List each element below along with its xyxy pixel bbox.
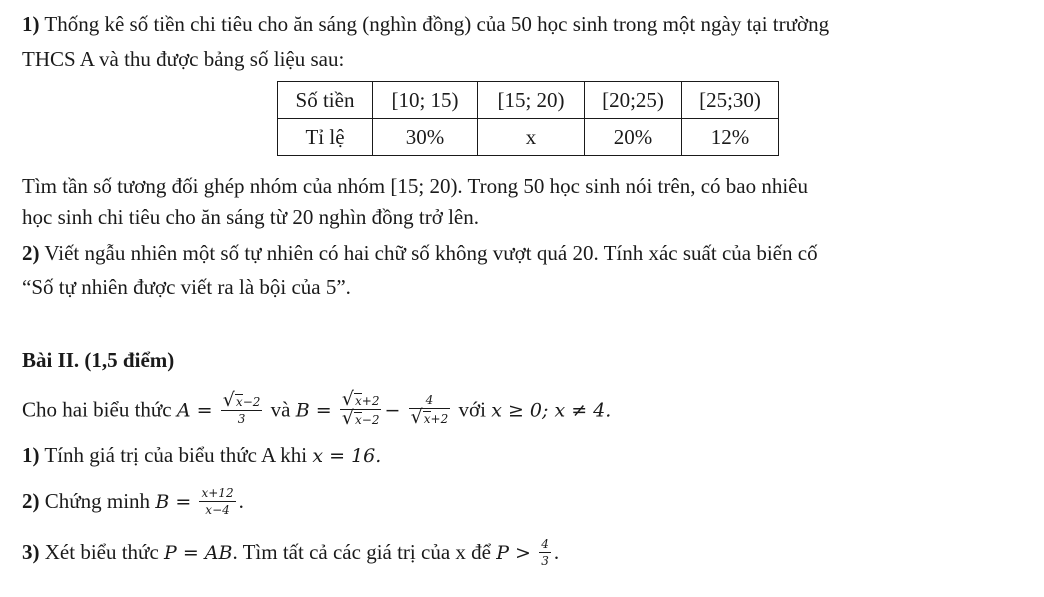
q3-text: Xét biểu thức	[39, 540, 165, 564]
numerator-rest: −2	[242, 395, 261, 409]
fraction-a	[221, 389, 263, 426]
fraction-numerator: √x+2	[341, 388, 380, 410]
q2-lhs: B =	[155, 491, 192, 513]
given-line	[22, 388, 612, 429]
table-cell: x	[478, 119, 585, 156]
q1-expr: x = 16.	[312, 445, 382, 467]
q3-end: .	[553, 540, 560, 564]
expr-a-lhs: A =	[176, 399, 213, 422]
table-cell: 30%	[373, 119, 478, 156]
expr-b-lhs: B =	[295, 399, 332, 422]
part1-text: Thống kê số tiền chi tiêu cho ăn sáng (nghìn đồng) của 50 học sinh trong một ngày tại trường	[39, 12, 830, 36]
part2-line2: “Số tự nhiên được viết ra là bội của 5”.	[22, 275, 351, 299]
part1-label: 1)	[22, 12, 40, 36]
question-2	[22, 487, 244, 519]
part2-line1	[22, 239, 818, 267]
fraction-denominator: √x−2	[341, 407, 380, 429]
fraction-denominator: √x+2	[410, 406, 449, 428]
table-cell: [15; 20)	[478, 82, 585, 119]
sqrt-radicand: x	[355, 413, 362, 427]
and-word: và	[265, 397, 296, 422]
condition: x ≥ 0; x ≠ 4.	[491, 399, 612, 422]
sqrt-radicand: x	[355, 394, 362, 408]
part1-line1	[22, 10, 829, 38]
part2-label: 2)	[22, 241, 40, 265]
minus-sign: −	[384, 399, 401, 422]
expense-table	[277, 81, 779, 156]
fraction-numerator: √x−2	[222, 389, 261, 411]
fraction-denominator: 3	[541, 553, 549, 568]
given-intro: Cho hai biểu thức	[22, 397, 177, 422]
table-cell: 12%	[682, 119, 779, 156]
fraction-q3	[539, 537, 551, 568]
fraction-b2	[409, 393, 451, 426]
table-cell: 20%	[585, 119, 682, 156]
question-3	[22, 538, 559, 570]
q2-text: Chứng minh	[39, 489, 156, 513]
fraction-denominator: x−4	[205, 502, 230, 517]
fraction-numerator: x+12	[201, 485, 234, 500]
part1-line2: THCS A và thu được bảng số liệu sau:	[22, 47, 345, 71]
q3-text2: . Tìm tất cả các giá trị của x để	[232, 540, 497, 564]
q3-ineq: P >	[496, 542, 531, 564]
part1-question-line1: Tìm tần số tương đối ghép nhóm của nhóm [15; 20). Trong 50 học sinh nói trên, có bao nhiêu	[22, 174, 808, 198]
part1-question-line2: học sinh chi tiêu cho ăn sáng từ 20 nghìn đồng trở lên.	[22, 205, 479, 229]
fraction-numerator: 4	[409, 393, 451, 409]
fraction-denominator: 3	[237, 412, 246, 426]
sqrt-radicand: x	[423, 412, 431, 426]
with-word: với	[453, 397, 492, 422]
table-cell: Tỉ lệ	[278, 119, 373, 156]
table-cell: [25;30)	[682, 82, 779, 119]
section-title: Bài II. (1,5 điểm)	[22, 348, 175, 372]
question-1	[22, 441, 381, 470]
table-row	[278, 119, 779, 156]
q1-text: Tính giá trị của biểu thức A khi	[39, 443, 313, 467]
fraction-b1	[340, 388, 382, 429]
q3-expr: P = AB	[164, 542, 233, 564]
q2-end: .	[238, 489, 244, 513]
numerator-rest: +2	[361, 394, 380, 408]
fraction-numerator: 4	[541, 536, 549, 551]
part2-text: Viết ngẫu nhiên một số tự nhiên có hai chữ số không vượt quá 20. Tính xác suất của biến cố	[39, 241, 818, 265]
denominator-rest: +2	[430, 412, 449, 426]
table-cell: [10; 15)	[373, 82, 478, 119]
sqrt-radicand: x	[235, 395, 243, 409]
table-cell: [20;25)	[585, 82, 682, 119]
fraction-q2	[199, 486, 235, 517]
q3-label: 3)	[22, 540, 40, 564]
denominator-rest: −2	[361, 413, 380, 427]
table-cell: Số tiền	[278, 82, 373, 119]
q2-label: 2)	[22, 489, 40, 513]
table-header-row	[278, 82, 779, 119]
q1-label: 1)	[22, 443, 40, 467]
